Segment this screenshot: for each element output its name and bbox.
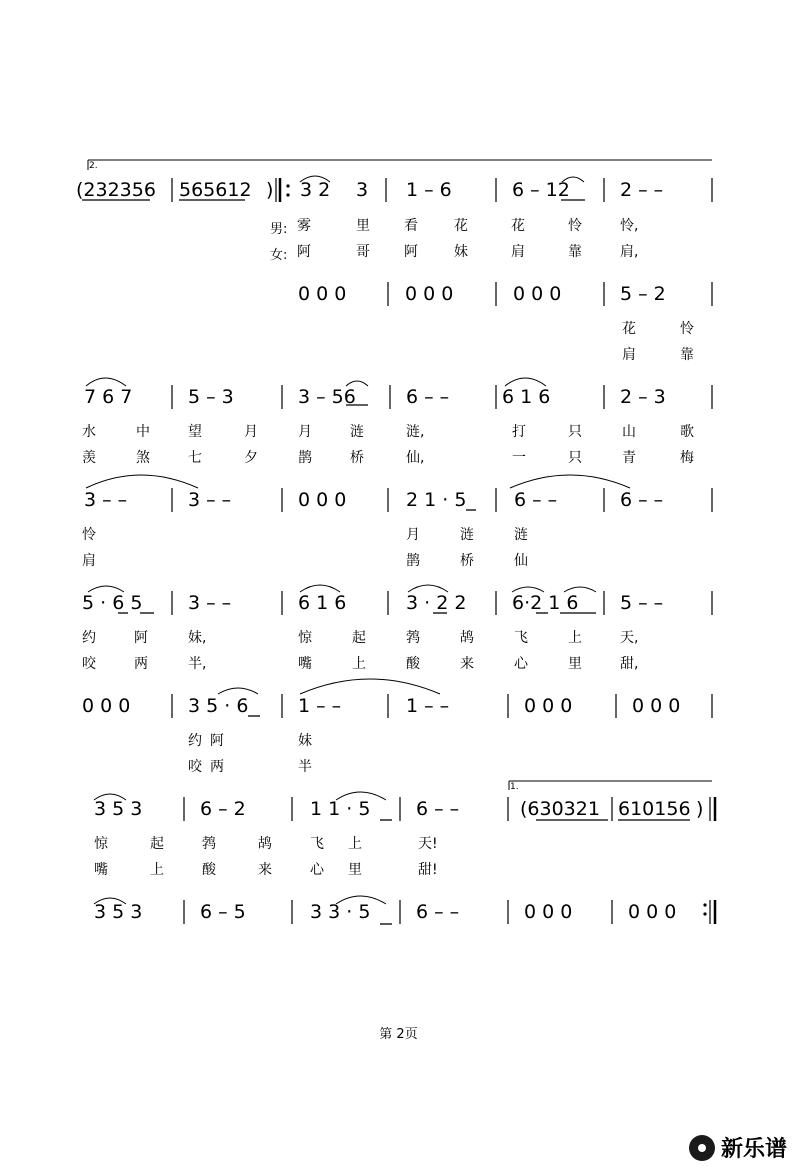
lyric: 仙 [514, 553, 528, 569]
note-group: 3 [356, 179, 369, 201]
lyric: 涟 [350, 424, 364, 440]
note-group: 2 – 3 [620, 386, 666, 408]
lyric: 一 [512, 450, 526, 466]
lyric: 花 [454, 218, 468, 234]
lyric: 鹁 [406, 630, 420, 646]
lyric: 花 [622, 321, 636, 337]
lyric: 阿 [134, 630, 148, 646]
lyric: 甜! [418, 862, 438, 878]
lyric: 酸 [406, 656, 420, 672]
lyric: 怜 [568, 218, 582, 234]
lyric: 月 [298, 424, 312, 440]
lyric: 甜, [620, 656, 639, 672]
note-group: 0 0 0 [524, 695, 573, 717]
lyric: 中 [136, 424, 150, 440]
note-group: 3 · 2 2 [406, 592, 467, 614]
lyric: 惊 [94, 836, 108, 852]
lyric: 心 [514, 656, 528, 672]
note-group: 610156 [618, 798, 691, 820]
note-group: 6 – 5 [200, 901, 246, 923]
note-group: 1 – 6 [406, 179, 452, 201]
lyric: 里 [568, 656, 582, 672]
note-group: 0 0 0 [405, 283, 454, 305]
volta-1-label: 1. [510, 782, 519, 792]
lyric: 怜, [620, 218, 639, 234]
lyric: 约 [188, 733, 202, 749]
lyric: 飞 [514, 630, 528, 646]
lyric: 里 [348, 862, 362, 878]
lyric: 只 [568, 424, 582, 440]
note-group: (630321 [520, 798, 600, 820]
lyric: 打 [512, 424, 526, 440]
note-group: 565612 [179, 179, 252, 201]
paren-close: ) [696, 798, 704, 820]
note-group: 3 5 · 6 [188, 695, 249, 717]
note-group: 6 – – [620, 489, 664, 511]
note-group: 6 – – [406, 386, 450, 408]
lyric: 肩 [622, 347, 636, 363]
lyric: 里 [356, 218, 370, 234]
note-group: 0 0 0 [513, 283, 562, 305]
lyric: 看 [404, 218, 418, 234]
lyric: 涟 [514, 527, 528, 543]
lyric: 雾 [297, 218, 311, 234]
note-group: 0 0 0 [298, 489, 347, 511]
lyric: 水 [82, 424, 96, 440]
note-group: 0 0 0 [524, 901, 573, 923]
note-group: 0 0 0 [628, 901, 677, 923]
lyric: 两 [210, 759, 224, 775]
lyric: 来 [258, 862, 272, 878]
lyric: 桥 [460, 553, 474, 569]
note-group: 3 – – [84, 489, 128, 511]
lyric: 妹 [298, 733, 312, 749]
note-group: 5 · 6 5 [82, 592, 143, 614]
lyric: 咬 [82, 656, 96, 672]
lyric: 上 [348, 836, 362, 852]
note-group: 1 – – [298, 695, 342, 717]
lyric: 上 [150, 862, 164, 878]
lyric: 梅 [680, 450, 694, 466]
lyric: 靠 [568, 244, 582, 260]
note-group: 6 – 2 [200, 798, 246, 820]
note-group: (232356 [76, 179, 156, 201]
note-group: 6 1 6 [502, 386, 551, 408]
note-group: 3 – – [188, 592, 232, 614]
note-group: 1 1 · 5 [310, 798, 371, 820]
note-group: 3 – 56 [298, 386, 356, 408]
lyric: 涟, [406, 424, 425, 440]
lyric: 鹊 [406, 553, 420, 569]
vinyl-icon [689, 1135, 715, 1161]
note-group: 0 0 0 [632, 695, 681, 717]
note-group: 6 1 6 [298, 592, 347, 614]
lyric: 阿 [404, 244, 418, 260]
lyric: 煞 [136, 450, 150, 466]
lyric: 怜 [82, 527, 96, 543]
note-group: 2 – – [620, 179, 664, 201]
volta-2-label: 2. [89, 161, 98, 171]
lyric: 青 [622, 450, 636, 466]
note-group: 3 3 · 5 [310, 901, 371, 923]
note-group: 6·2 1 6 [512, 592, 579, 614]
note-group: 3 2 [300, 179, 331, 201]
lyric: 飞 [310, 836, 324, 852]
lyric: 嘴 [94, 862, 108, 878]
lyric: 歌 [680, 424, 694, 440]
lyric: 羡 [82, 450, 96, 466]
lyric: 鸪 [258, 836, 272, 852]
lyric: 上 [568, 630, 582, 646]
lyric: 花 [511, 218, 525, 234]
lyric: 桥 [350, 450, 364, 466]
lyric: 望 [188, 424, 202, 440]
lyric: 起 [352, 630, 366, 646]
lyric: 起 [150, 836, 164, 852]
lyric: 七 [188, 450, 202, 466]
lyric: 阿 [297, 244, 311, 260]
lyric: 月 [244, 424, 258, 440]
lyric: 哥 [356, 244, 370, 260]
note-group: 6 – – [416, 901, 460, 923]
lyric: 咬 [188, 759, 202, 775]
lyric: 妹 [454, 244, 468, 260]
lyric: 惊 [298, 630, 312, 646]
note-group: 1 – – [406, 695, 450, 717]
lyric: 约 [82, 630, 96, 646]
paren-close: ) [266, 179, 274, 201]
lyric: 仙, [406, 450, 425, 466]
lyric: 鹊 [298, 450, 312, 466]
lyric: 只 [568, 450, 582, 466]
lyric: 肩 [82, 553, 96, 569]
brand-logo[interactable] [689, 1132, 787, 1163]
lyric: 月 [406, 527, 420, 543]
lyric: 鹁 [202, 836, 216, 852]
lyric: 天! [418, 836, 438, 852]
note-group: 2 1 · 5 [406, 489, 467, 511]
female-label: 女: [270, 248, 288, 263]
note-group: 3 5 3 [94, 901, 143, 923]
note-group: 6 – – [514, 489, 558, 511]
lyric: 上 [352, 656, 366, 672]
lyric: 两 [134, 656, 148, 672]
note-group: 0 0 0 [298, 283, 347, 305]
lyric: 肩 [511, 244, 525, 260]
lyric: 妹, [188, 630, 207, 646]
note-group: 3 – – [188, 489, 232, 511]
note-group: 3 5 3 [94, 798, 143, 820]
note-group: 5 – – [620, 592, 664, 614]
lyric: 肩, [620, 244, 639, 260]
lyric: 酸 [202, 862, 216, 878]
brand-name: 新乐谱 [720, 1137, 787, 1162]
lyric: 半 [298, 759, 312, 775]
note-group: 5 – 3 [188, 386, 234, 408]
lyric: 心 [310, 862, 324, 878]
lyric: 半, [188, 656, 207, 672]
note-group: 7 6 7 [84, 386, 133, 408]
note-group: 5 – 2 [620, 283, 666, 305]
lyric: 涟 [460, 527, 474, 543]
lyric: 夕 [244, 450, 258, 466]
lyric: 来 [460, 656, 474, 672]
page-number: 第 2页 [379, 1027, 418, 1042]
lyric: 怜 [680, 321, 694, 337]
lyric: 嘴 [298, 656, 312, 672]
male-label: 男: [270, 222, 288, 237]
lyric: 阿 [210, 733, 224, 749]
note-group: 0 0 0 [82, 695, 131, 717]
note-group: 6 – 12 [512, 179, 570, 201]
lyric: 鸪 [460, 630, 474, 646]
note-group: 6 – – [416, 798, 460, 820]
lyric: 靠 [680, 347, 694, 363]
lyric: 天, [620, 630, 639, 646]
lyric: 山 [622, 424, 636, 440]
